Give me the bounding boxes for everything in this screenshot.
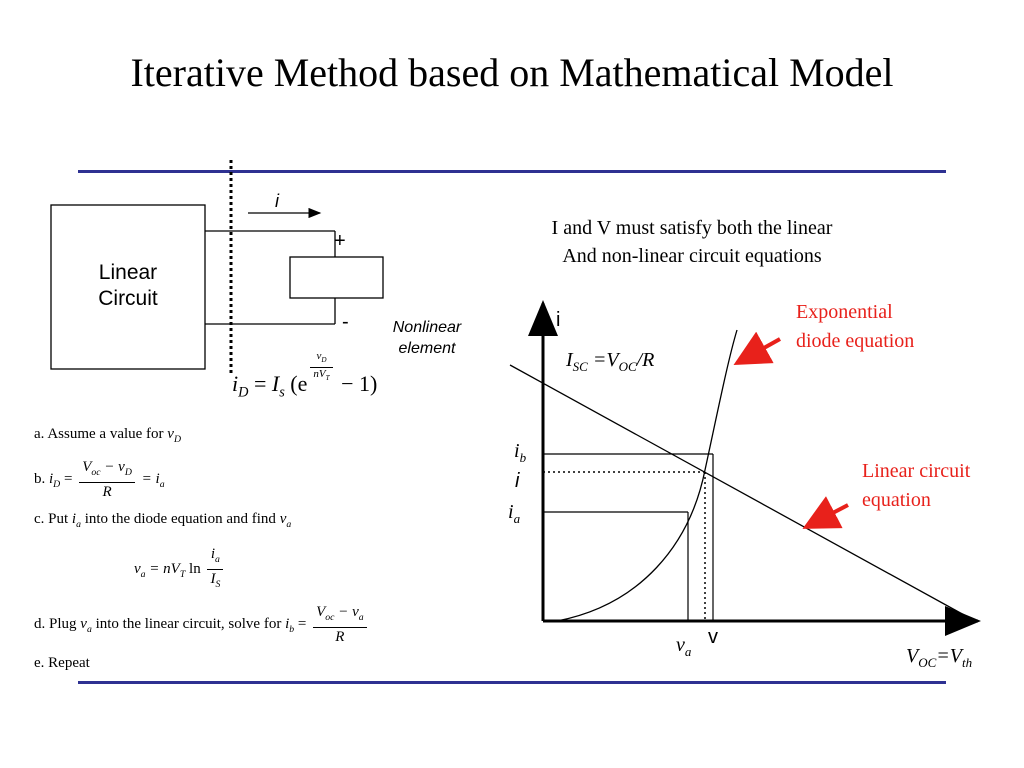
eq-id: i <box>232 371 239 397</box>
step-c-text2: into the diode equation and find <box>80 511 280 527</box>
step-c-var-sub: a <box>76 519 81 530</box>
isc-i: I <box>566 349 573 371</box>
isc-rest: =V <box>587 349 619 371</box>
step-b-lhs-sub: D <box>53 478 61 490</box>
step-c <box>34 511 291 530</box>
step-d-text1: d. Plug <box>34 615 81 632</box>
exp-num: v <box>316 350 322 362</box>
va-sub: a <box>684 644 692 659</box>
ia-i: i <box>508 501 514 523</box>
eq-exp-open: (e <box>290 371 308 397</box>
graph-statement <box>500 214 884 270</box>
step-b-rhs-sub: a <box>159 478 165 490</box>
step-d: d. Plug $v_a$ into the linear circuit, solve for $i_b$ = $\frac{V_{oc} - v_a}{R}$ <box>34 603 370 646</box>
c-eq-mid: = nV <box>145 560 180 577</box>
va-v: v <box>676 634 685 656</box>
d-num: V <box>316 604 326 620</box>
step-a-var: v <box>167 426 174 442</box>
page-title: Iterative Method based on Mathematical Model <box>130 50 894 95</box>
c-den-sub: S <box>215 579 221 590</box>
linear-annotation <box>862 457 970 515</box>
ia-sub: a <box>513 511 521 526</box>
exp-den-sub: T <box>325 374 330 383</box>
step-b-fraction <box>79 458 135 501</box>
step-c-var: i <box>71 511 77 527</box>
isc-tail: /R <box>636 349 655 371</box>
lin-annotation-line2: equation <box>862 489 931 511</box>
c-eq-lhs-sub: a <box>140 568 146 580</box>
ib-i: i <box>514 440 520 462</box>
step-b-lhs: i <box>49 470 54 487</box>
voc-sub: OC <box>918 655 937 670</box>
c-eq-ln: ln <box>185 560 201 577</box>
b-num-sub1: oc <box>91 467 101 478</box>
current-label: i <box>275 191 279 211</box>
step-d-lhs-sub: b <box>289 623 295 635</box>
step-d-fraction <box>313 603 367 646</box>
step-c-var2: v <box>279 511 287 527</box>
exp-num-sub: D <box>321 356 327 365</box>
x-axis-label: v <box>708 626 718 648</box>
step-b-text: b. <box>34 470 49 487</box>
step-c-fraction <box>207 545 223 594</box>
d-num-sub2: a <box>358 612 364 623</box>
eq-exponent <box>310 350 332 385</box>
c-num: i <box>210 546 216 562</box>
linear-circuit-label-line1: Linear <box>98 261 158 284</box>
nonlinear-element-label <box>372 317 482 359</box>
eq-is: I <box>271 371 280 397</box>
nonlinear-element-box <box>290 257 383 298</box>
lin-annotation-line1: Linear circuit <box>862 460 971 482</box>
d-num-sub1: oc <box>325 612 335 623</box>
step-d-var-sub: a <box>86 623 92 635</box>
b-num: V <box>82 459 92 475</box>
exp-den: nV <box>313 368 326 381</box>
isc-sub: SC <box>572 359 588 374</box>
nonlinear-label-line1: Nonlinear <box>392 319 462 336</box>
d-den: R <box>335 629 345 645</box>
ib-sub: b <box>519 450 527 465</box>
statement-line2: And non-linear circuit equations <box>562 245 822 267</box>
isc-sub2: OC <box>618 359 637 374</box>
d-num-mid: − v <box>334 604 359 620</box>
isc-label <box>566 349 654 375</box>
y-axis-label: i <box>556 309 561 331</box>
exp-annotation-line1: Exponential <box>796 301 893 323</box>
linear-circuit-label <box>51 260 205 312</box>
step-c-text1: c. Put <box>34 511 72 527</box>
step-a <box>34 426 181 445</box>
step-b: b. $i_D$ = $\frac{V_{oc} - v_D}{R}$ = $i_a$ <box>34 459 165 500</box>
i-solution-label: i <box>515 470 520 492</box>
step-c-equation <box>134 545 226 594</box>
step-a-text: a. Assume a value for <box>34 426 168 442</box>
step-a-var-sub: D <box>173 434 182 445</box>
voc-eq: =V <box>936 645 962 667</box>
statement-line1: I and V must satisfy both the linear <box>551 217 833 239</box>
step-b-rhs: = i <box>141 470 160 487</box>
linear-circuit-label-line2: Circuit <box>98 287 158 310</box>
b-num-sub2: D <box>124 467 132 478</box>
c-den: I <box>210 571 216 587</box>
voc-v: V <box>906 645 919 667</box>
exp-annotation-line2: diode equation <box>796 330 915 352</box>
b-num-mid: − v <box>100 459 125 475</box>
step-e: e. Repeat <box>34 655 90 671</box>
c-eq-mid-sub: T <box>179 568 186 580</box>
diode-equation <box>232 350 377 402</box>
va-label <box>676 634 691 660</box>
eq-is-sub: s <box>279 384 285 401</box>
voc-label <box>906 645 972 671</box>
plus-terminal: + <box>334 230 346 252</box>
b-den: R <box>102 484 112 500</box>
exp-pointer-arrow <box>737 339 780 363</box>
nonlinear-label-line2: element <box>398 340 456 357</box>
eq-equals: = <box>253 371 267 397</box>
step-c-var2-sub: a <box>286 519 292 530</box>
exponential-annotation <box>796 298 914 356</box>
c-num-sub: a <box>215 554 220 565</box>
step-d-text2: into the linear circuit, solve for <box>91 615 286 632</box>
c-eq-lhs: v <box>134 560 141 577</box>
step-d-lhs: i <box>285 615 290 632</box>
ib-label <box>514 440 526 466</box>
ia-label <box>508 501 520 527</box>
eq-id-sub: D <box>238 384 249 401</box>
eq-tail: − 1) <box>341 371 378 397</box>
linear-pointer-arrow <box>806 505 848 527</box>
voc-sub2: th <box>962 655 973 670</box>
step-d-var: v <box>80 615 87 632</box>
minus-terminal: - <box>342 311 349 333</box>
